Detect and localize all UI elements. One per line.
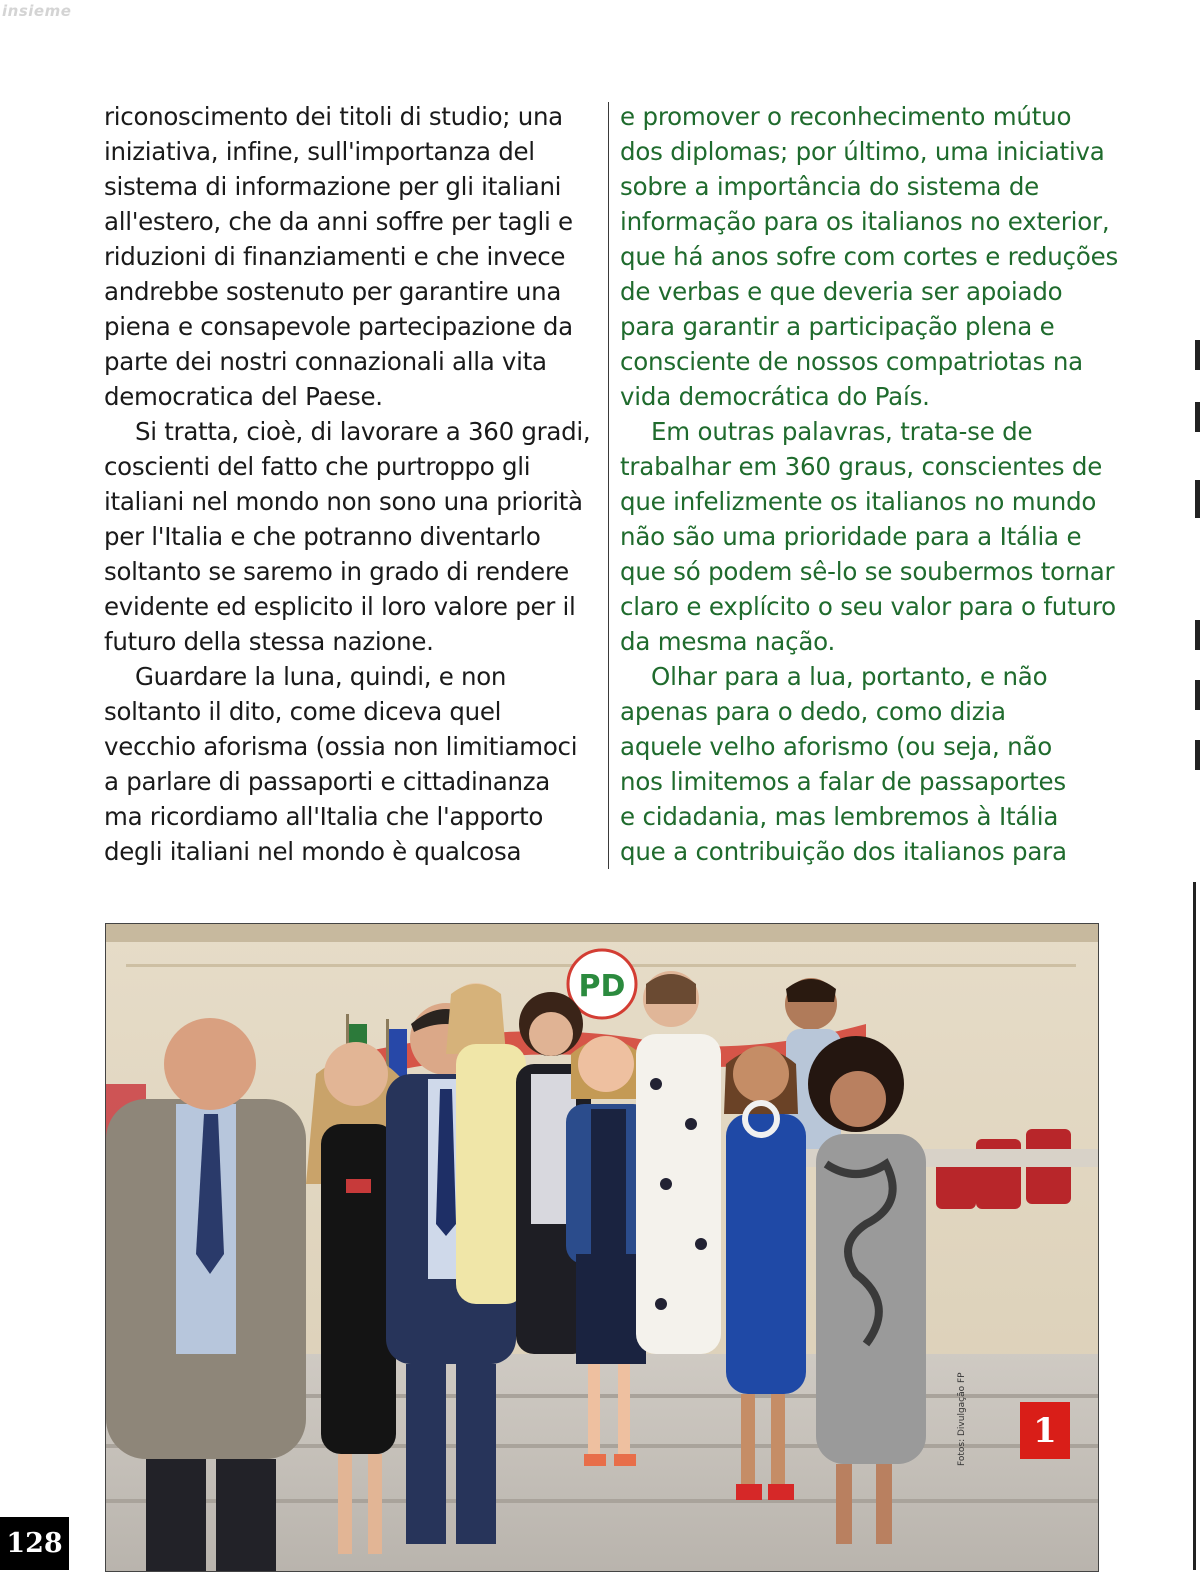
portuguese-column xyxy=(620,99,1119,869)
text-line: que infelizmente os italianos no mundo xyxy=(620,487,1097,516)
text-line: Guardare la luna, quindi, e non xyxy=(135,662,507,691)
text-line: Em outras palavras, trata-se de xyxy=(651,417,1033,446)
italian-column xyxy=(104,99,594,869)
text-line: apenas para o dedo, como dizia xyxy=(620,697,1006,726)
text-line: que só podem sê-lo se soubermos tornar xyxy=(620,557,1115,586)
text-line: claro e explícito o seu valor para o futuro xyxy=(620,592,1116,621)
text-line: que há anos sofre com cortes e reduções xyxy=(620,242,1119,271)
party-logo-text: PD xyxy=(578,969,626,1004)
portuguese-paragraph xyxy=(620,659,1100,869)
text-line: soltanto se saremo in grado di rendere xyxy=(104,557,569,586)
text-line: de verbas e que deveria ser apoiado xyxy=(620,277,1063,306)
italian-paragraph xyxy=(104,414,594,659)
group-photo-illustration xyxy=(106,924,1098,1571)
photo-credit-text: Fotos: Divulgação FP xyxy=(957,1372,967,1466)
photo-number-badge: 1 xyxy=(1020,1402,1070,1459)
text-line: Olhar para a lua, portanto, e não xyxy=(651,662,1048,691)
text-line: evidente ed esplicito il loro valore per il xyxy=(104,592,576,621)
portuguese-paragraph xyxy=(620,99,1119,414)
text-line: all'estero, che da anni soffre per tagli e xyxy=(104,207,573,236)
masthead-logo: insieme xyxy=(2,2,72,20)
text-line: futuro della stessa nazione. xyxy=(104,627,434,656)
text-line: nos limitemos a falar de passaportes xyxy=(620,767,1066,796)
text-line: democratica del Paese. xyxy=(104,382,383,411)
text-line: riduzioni di finanziamenti e che invece xyxy=(104,242,566,271)
text-line: sistema di informazione per gli italiani xyxy=(104,172,562,201)
text-line: andrebbe sostenuto per garantire una xyxy=(104,277,562,306)
group-photo xyxy=(105,923,1099,1572)
text-line: e promover o reconhecimento mútuo xyxy=(620,102,1072,131)
text-line: para garantir a participação plena e xyxy=(620,312,1055,341)
text-line: italiani nel mondo non sono una priorità xyxy=(104,487,583,516)
text-line: não são uma prioridade para a Itália e xyxy=(620,522,1082,551)
column-divider xyxy=(608,102,609,869)
text-line: coscienti del fatto che purtroppo gli xyxy=(104,452,531,481)
text-line: vida democrática do País. xyxy=(620,382,930,411)
text-line: sobre a importância do sistema de xyxy=(620,172,1040,201)
italian-paragraph xyxy=(104,99,594,414)
text-line: ma ricordiamo all'Italia che l'apporto xyxy=(104,802,544,831)
text-line: informação para os italianos no exterior, xyxy=(620,207,1110,236)
text-line: aquele velho aforismo (ou seja, não xyxy=(620,732,1053,761)
text-line: consciente de nossos compatriotas na xyxy=(620,347,1083,376)
text-line: da mesma nação. xyxy=(620,627,836,656)
text-line: vecchio aforisma (ossia non limitiamoci xyxy=(104,732,578,761)
page-edge-line xyxy=(1193,882,1196,1570)
text-line: per l'Italia e che potranno diventarlo xyxy=(104,522,541,551)
text-line: a parlare di passaporti e cittadinanza xyxy=(104,767,550,796)
portuguese-paragraph xyxy=(620,414,1116,659)
text-line: Si tratta, cioè, di lavorare a 360 gradi, xyxy=(135,417,591,446)
text-line: que a contribuição dos italianos para xyxy=(620,837,1067,866)
text-line: iniziativa, infine, sull'importanza del xyxy=(104,137,535,166)
text-line: trabalhar em 360 graus, conscientes de xyxy=(620,452,1103,481)
text-line: parte dei nostri connazionali alla vita xyxy=(104,347,547,376)
text-line: dos diplomas; por último, uma iniciativa xyxy=(620,137,1105,166)
page-edge-marks xyxy=(1194,330,1200,810)
text-line: riconoscimento dei titoli di studio; una xyxy=(104,102,563,131)
page-number: 128 xyxy=(0,1517,69,1570)
text-line: soltanto il dito, come diceva quel xyxy=(104,697,502,726)
text-line: piena e consapevole partecipazione da xyxy=(104,312,573,341)
text-line: e cidadania, mas lembremos à Itália xyxy=(620,802,1059,831)
italian-paragraph xyxy=(104,659,594,869)
text-line: degli italiani nel mondo è qualcosa xyxy=(104,837,522,866)
